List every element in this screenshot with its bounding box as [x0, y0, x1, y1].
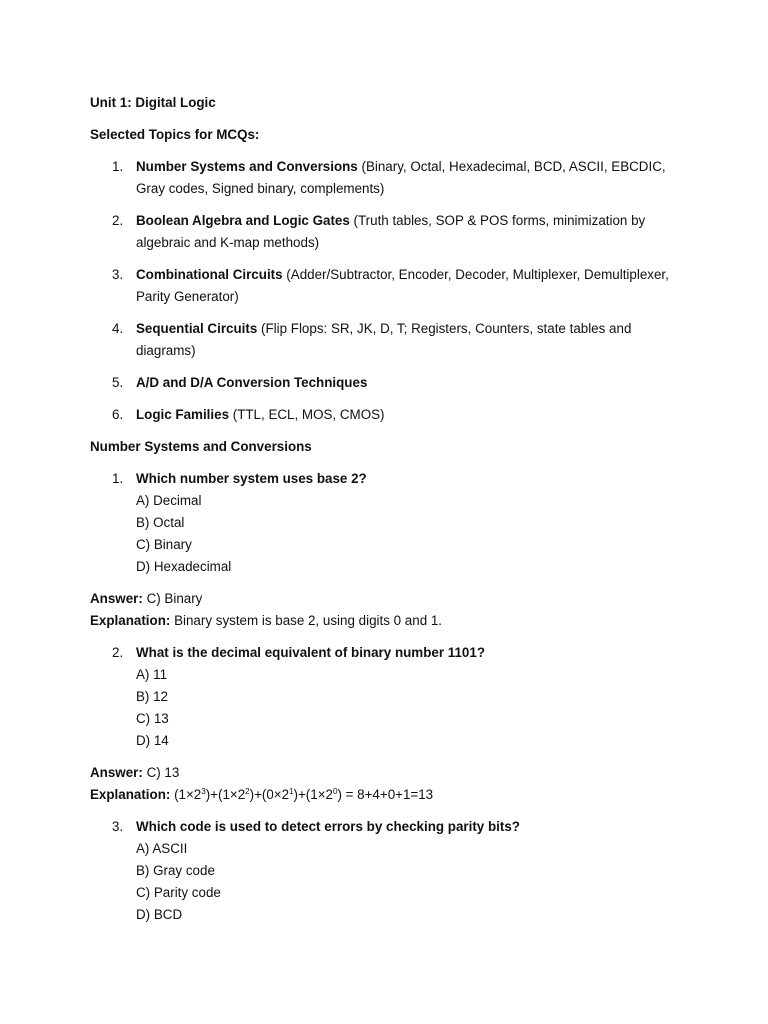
topic-title: Combinational Circuits: [136, 267, 283, 282]
answer-value: C) Binary: [142, 591, 203, 606]
explanation-label: Explanation:: [90, 787, 171, 802]
document-page: [90, 92, 690, 936]
option-b: B) Octal: [136, 515, 185, 530]
exponent: 3: [201, 787, 206, 796]
topic-title: A/D and D/A Conversion Techniques: [136, 375, 368, 390]
options-list: [90, 664, 690, 752]
option-c: C) Parity code: [136, 885, 221, 900]
section-heading: Number Systems and Conversions: [90, 439, 312, 454]
topic-item: [90, 404, 690, 426]
question-text: Which number system uses base 2?: [136, 471, 367, 486]
option-a: A) 11: [136, 667, 168, 682]
option-d: D) Hexadecimal: [136, 559, 232, 574]
expr-part: )+(1×2: [293, 787, 333, 802]
option-b: B) Gray code: [136, 863, 215, 878]
question-text: What is the decimal equivalent of binary number 1101?: [136, 645, 485, 660]
question-block: [90, 468, 690, 578]
topic-item: [90, 264, 690, 308]
option-a: A) ASCII: [136, 841, 188, 856]
topic-number: 5.: [112, 375, 124, 390]
question-number: 1.: [112, 471, 124, 486]
answer-value: C) 13: [142, 765, 180, 780]
expr-part: (1×2: [170, 787, 202, 802]
topics-list: [90, 156, 690, 426]
exponent: 0: [332, 787, 338, 796]
topic-item: [90, 156, 690, 200]
topic-number: 2.: [112, 213, 124, 228]
exponent: 2: [245, 787, 250, 796]
unit-title: Unit 1: Digital Logic: [90, 95, 216, 110]
question-number: 2.: [112, 645, 124, 660]
topic-detail: (Adder/Subtractor, Encoder, Decoder, Multiplexer, Demultiplexer, Parity Generator): [136, 267, 669, 304]
answer-block: [90, 762, 690, 806]
topic-detail: (TTL, ECL, MOS, CMOS): [229, 407, 385, 422]
question-stem: [90, 468, 690, 490]
topic-title: Number Systems and Conversions: [136, 159, 358, 174]
question-stem: [90, 642, 690, 664]
question-stem: [90, 816, 690, 838]
answer-block: [90, 588, 690, 632]
topic-number: 1.: [112, 159, 124, 174]
topic-number: 3.: [112, 267, 124, 282]
answer-line: [90, 588, 690, 610]
explanation-line: [90, 610, 690, 632]
topic-detail: (Truth tables, SOP & POS forms, minimization by algebraic and K-map methods): [136, 213, 646, 250]
expr-part: ) = 8+4+0+1=13: [337, 787, 434, 802]
explanation-text: [170, 787, 433, 802]
topic-item: [90, 372, 690, 394]
question-text: Which code is used to detect errors by checking parity bits?: [136, 819, 520, 834]
question-block: [90, 642, 690, 752]
topic-title: Boolean Algebra and Logic Gates: [136, 213, 350, 228]
option-b: B) 12: [136, 689, 169, 704]
topic-item: [90, 210, 690, 254]
topic-number: 4.: [112, 321, 124, 336]
expr-part: )+(1×2: [205, 787, 246, 802]
answer-line: [90, 762, 690, 784]
answer-label: Answer:: [90, 591, 143, 606]
explanation-line: [90, 784, 690, 806]
option-d: D) BCD: [136, 907, 183, 922]
topic-number: 6.: [112, 407, 124, 422]
exponent: 1: [289, 787, 294, 796]
topic-title: Logic Families: [136, 407, 230, 422]
question-number: 3.: [112, 819, 124, 834]
topic-item: [90, 318, 690, 362]
option-a: A) Decimal: [136, 493, 202, 508]
topic-detail: (Flip Flops: SR, JK, D, T; Registers, Counters, state tables and diagrams): [136, 321, 632, 358]
explanation-label: Explanation:: [90, 613, 171, 628]
question-block: [90, 816, 690, 926]
explanation-text: Binary system is base 2, using digits 0 and 1.: [170, 613, 443, 628]
topic-detail: (Binary, Octal, Hexadecimal, BCD, ASCII, EBCDIC, Gray codes, Signed binary, complements): [136, 159, 666, 196]
topic-title: Sequential Circuits: [136, 321, 258, 336]
option-d: D) 14: [136, 733, 169, 748]
expr-part: )+(0×2: [249, 787, 290, 802]
topics-heading: Selected Topics for MCQs:: [90, 127, 260, 142]
option-c: C) 13: [136, 711, 169, 726]
options-list: [90, 838, 690, 926]
answer-label: Answer:: [90, 765, 143, 780]
options-list: [90, 490, 690, 578]
option-c: C) Binary: [136, 537, 192, 552]
